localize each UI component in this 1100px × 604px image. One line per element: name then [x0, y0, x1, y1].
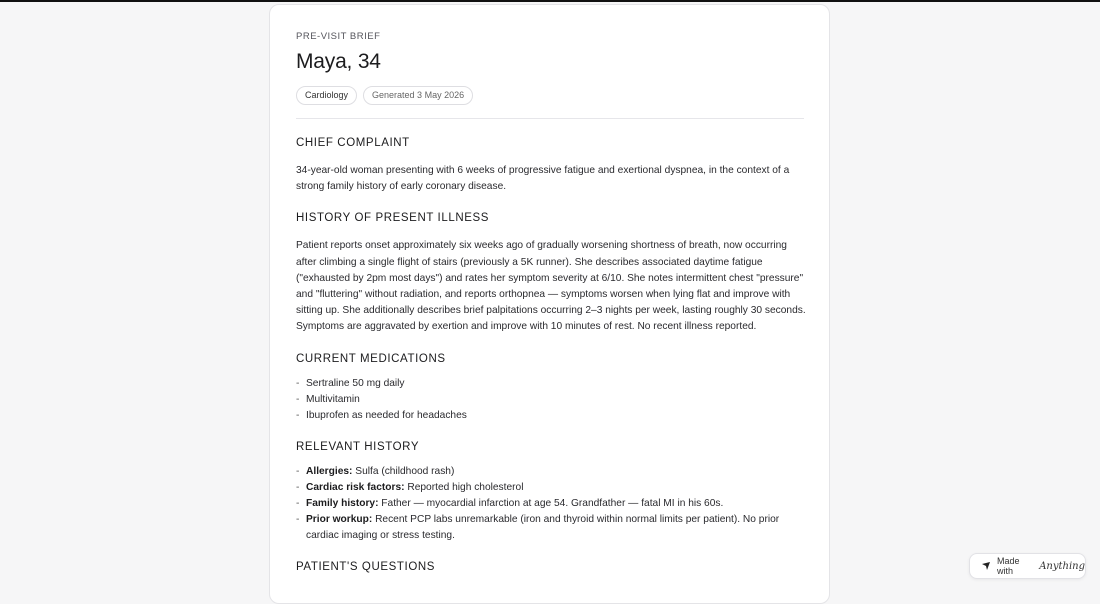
- history-label: Cardiac risk factors:: [306, 481, 405, 493]
- header-divider: [296, 118, 804, 119]
- history-label: Prior workup:: [306, 513, 373, 525]
- brand-name: Anything: [1039, 560, 1085, 572]
- medication-item: - Sertraline 50 mg daily: [296, 376, 801, 392]
- medication-item: - Multivitamin: [296, 392, 801, 408]
- section-title-hpi: HISTORY OF PRESENT ILLNESS: [296, 212, 490, 225]
- brief-card: [269, 4, 830, 604]
- anything-logo-icon: [981, 561, 991, 571]
- made-with-badge[interactable]: [969, 553, 1086, 579]
- history-value: Reported high cholesterol: [404, 481, 524, 493]
- eyebrow-label: PRE-VISIT BRIEF: [296, 31, 381, 42]
- medications-list: [296, 376, 803, 424]
- section-title-chief-complaint: CHIEF COMPLAINT: [296, 137, 410, 149]
- history-item-allergies: [296, 464, 801, 480]
- top-bar: [0, 0, 1100, 2]
- medication-item: - Ibuprofen as needed for headaches: [296, 408, 801, 424]
- history-list: [296, 464, 803, 544]
- history-value: Sulfa (childhood rash): [352, 465, 455, 477]
- section-title-medications: CURRENT MEDICATIONS: [296, 352, 446, 365]
- hpi-text: Patient reports onset approximately six weeks ago of gradually worsening shortness of breath, now occurring after climbing a single flight of stairs (previously a 5K runner). She describes associated daytime fatigue ("exhausted by 2pm most days") and rates her symptom severity at 6/10. She notes intermittent chest "pressure" and "fluttering" without radiation, and reports orthopnea — symptoms worsen when lying flat and improve with sitting up. She additionally describes brief palpitations occurring 2–3 nights per week, lasting roughly 30 seconds. Symptoms are aggravated by exertion and improve with 10 minutes of rest. No recent illness reported.: [296, 240, 806, 333]
- patient-title: Maya, 34: [296, 50, 381, 73]
- history-item-cardiac-risk: [296, 480, 801, 496]
- specialty-chip: Cardiology: [296, 86, 357, 105]
- history-label: Family history:: [306, 497, 379, 509]
- history-value: Father — myocardial infarction at age 54. Grandfather — fatal MI in his 60s.: [378, 497, 724, 509]
- chip-row: [296, 86, 803, 105]
- section-title-questions: PATIENT'S QUESTIONS: [296, 560, 436, 573]
- history-label: Allergies:: [306, 465, 353, 477]
- history-item-family: [296, 496, 801, 512]
- history-value: Recent PCP labs unremarkable (iron and thyroid within normal limits per patient). No prior cardiac imaging or stress testing.: [306, 513, 780, 541]
- history-item-prior-workup: [296, 512, 801, 544]
- chief-complaint-text: 34-year-old woman presenting with 6 weeks of progressive fatigue and exertional dyspnea, in the context of a strong family history of early coronary disease.: [296, 165, 790, 193]
- made-with-text: Made with: [997, 556, 1020, 576]
- generated-date-chip: Generated 3 May 2026: [363, 86, 473, 105]
- section-title-history: RELEVANT HISTORY: [296, 440, 420, 453]
